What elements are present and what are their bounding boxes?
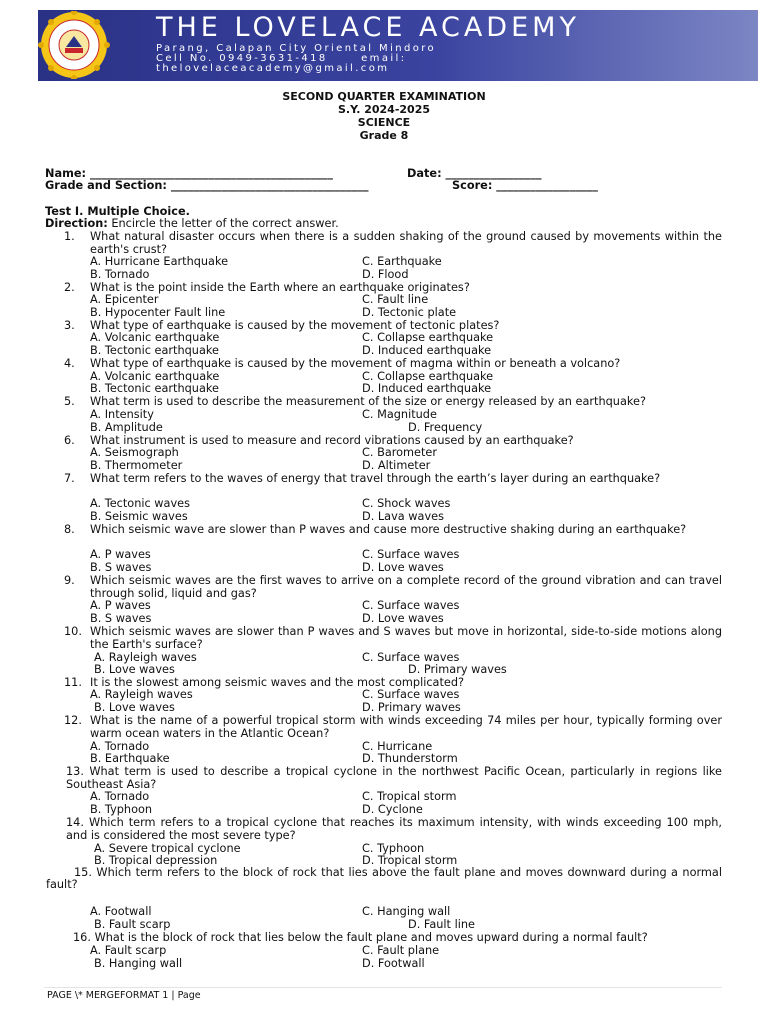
question-text	[46, 867, 722, 891]
choice-b[interactable]: B. Amplitude	[90, 421, 163, 434]
question-number: 10.	[64, 625, 82, 638]
direction	[45, 217, 339, 230]
choice-b[interactable]: B. Tectonic earthquake	[90, 382, 219, 395]
question-number: 1.	[64, 230, 75, 243]
choice-b[interactable]: B. Hanging wall	[94, 957, 183, 970]
question-text	[66, 816, 722, 842]
choice-a[interactable]: A. Rayleigh waves	[94, 651, 197, 664]
question-text: What term is used to describe the measurement of the size or energy released by an earthquake?	[90, 395, 646, 408]
choice-a[interactable]: A. Severe tropical cyclone	[94, 842, 241, 855]
question-text: What natural disaster occurs when there is a sudden shaking of the ground caused by movements within the earth's crust?	[90, 230, 722, 256]
choice-b[interactable]: B. Earthquake	[90, 752, 170, 765]
question-text-body: Which term refers to a tropical cyclone that reaches its maximum intensity, with winds exceeding 100 mph, and is considered the most severe type?	[66, 816, 722, 842]
choice-a[interactable]: A. Volcanic earthquake	[90, 370, 220, 383]
choice-b[interactable]: B. Tornado	[90, 268, 150, 281]
choice-c[interactable]: C. Collapse earthquake	[362, 331, 494, 344]
choice-a[interactable]: A. Fault scarp	[90, 944, 167, 957]
question-text: What is the name of a powerful tropical storm with winds exceeding 74 miles per hour, typically forming over warm ocean waters in the Atlantic Ocean?	[90, 714, 722, 740]
choice-c[interactable]: C. Fault line	[362, 293, 429, 306]
school-year: S.Y. 2024-2025	[337, 103, 431, 116]
choice-c[interactable]: C. Magnitude	[362, 408, 437, 421]
choice-b[interactable]: B. Love waves	[94, 701, 175, 714]
question-text: What term refers to the waves of energy that travel through the earth’s layer during an earthquake?	[90, 472, 661, 485]
question-text: What is the point inside the Earth where an earthquake originates?	[90, 281, 470, 294]
choice-c[interactable]: C. Hurricane	[362, 740, 433, 753]
choice-a[interactable]: A. Seismograph	[90, 446, 179, 459]
question-number: 13.	[66, 765, 84, 778]
choice-c[interactable]: C. Tropical storm	[362, 790, 457, 803]
question-number: 8.	[64, 523, 75, 536]
question-text-body: What is the block of rock that lies below the fault plane and moves upward during a normal fault?	[94, 931, 648, 944]
name-field[interactable]: Name: ___________________________________________	[45, 167, 333, 180]
exam-subject: SCIENCE	[357, 116, 411, 129]
choice-d[interactable]: D. Frequency	[408, 421, 483, 434]
choice-d[interactable]: D. Footwall	[362, 957, 425, 970]
choice-d[interactable]: D. Thunderstorm	[362, 752, 458, 765]
school-contact: Cell No. 0949-3631-418 email:	[156, 53, 407, 64]
question-number: 7.	[64, 472, 75, 485]
exam-title: SECOND QUARTER EXAMINATION	[282, 90, 486, 103]
choice-b[interactable]: B. Love waves	[94, 663, 175, 676]
choice-b[interactable]: B. Typhoon	[90, 803, 153, 816]
choice-a[interactable]: A. Rayleigh waves	[90, 688, 193, 701]
choice-d[interactable]: D. Induced earthquake	[362, 382, 492, 395]
grade-section-field[interactable]: Grade and Section: ___________________________________	[45, 179, 369, 192]
question-number: 3.	[64, 319, 75, 332]
choice-a[interactable]: A. Footwall	[90, 905, 152, 918]
choice-d[interactable]: D. Fault line	[408, 918, 475, 931]
school-email: thelovelaceacademy@gmail.com	[156, 63, 390, 74]
choice-b[interactable]: B. Hypocenter Fault line	[90, 306, 226, 319]
choice-c[interactable]: C. Hanging wall	[362, 905, 451, 918]
test-title: Test I. Multiple Choice.	[45, 205, 190, 218]
question-number: 16.	[73, 931, 91, 944]
choice-d[interactable]: D. Primary waves	[408, 663, 507, 676]
question-number: 2.	[64, 281, 75, 294]
choice-d[interactable]: D. Love waves	[362, 612, 444, 625]
direction-text: Encircle the letter of the correct answer.	[107, 217, 339, 230]
page-footer: PAGE \* MERGEFORMAT 1 | Page	[47, 990, 201, 1001]
choice-b[interactable]: B. S waves	[90, 612, 152, 625]
choice-c[interactable]: C. Surface waves	[362, 688, 460, 701]
choice-a[interactable]: A. Tectonic waves	[90, 497, 190, 510]
question-text: What type of earthquake is caused by the movement of tectonic plates?	[90, 319, 500, 332]
choice-a[interactable]: A. Tornado	[90, 740, 150, 753]
question-text: It is the slowest among seismic waves and the most complicated?	[90, 676, 465, 689]
choice-c[interactable]: C. Earthquake	[362, 255, 442, 268]
question-text	[66, 765, 722, 791]
question-text-body: Which term refers to the block of rock that lies above the fault plane and moves downward during a normal fault?	[46, 866, 722, 891]
school-logo	[33, 11, 115, 79]
choice-a[interactable]: A. Volcanic earthquake	[90, 331, 220, 344]
choice-c[interactable]: C. Surface waves	[362, 599, 460, 612]
choice-b[interactable]: B. Tectonic earthquake	[90, 344, 219, 357]
question-number: 15.	[74, 866, 92, 879]
choice-a[interactable]: A. P waves	[90, 548, 151, 561]
choice-b[interactable]: B. S waves	[90, 561, 152, 574]
question-text: Which seismic waves are the first waves to arrive on a complete record of the ground vibration and can travel through solid, liquid and gas?	[90, 574, 722, 600]
question-text	[73, 931, 648, 944]
school-name: THE LOVELACE ACADEMY	[156, 12, 580, 43]
choice-d[interactable]: D. Altimeter	[362, 459, 431, 472]
choice-a[interactable]: A. Intensity	[90, 408, 154, 421]
choice-d[interactable]: D. Love waves	[362, 561, 444, 574]
choice-c[interactable]: C. Collapse earthquake	[362, 370, 494, 383]
score-field[interactable]: Score: __________________	[452, 179, 598, 192]
choice-a[interactable]: A. Hurricane Earthquake	[90, 255, 229, 268]
choice-d[interactable]: D. Tropical storm	[362, 854, 458, 867]
question-number: 9.	[64, 574, 75, 587]
choice-b[interactable]: B. Tropical depression	[94, 854, 218, 867]
choice-d[interactable]: D. Flood	[362, 268, 409, 281]
question-number: 11.	[64, 676, 82, 689]
choice-c[interactable]: C. Barometer	[362, 446, 438, 459]
question-number: 12.	[64, 714, 82, 727]
school-address: Parang, Calapan City Oriental Mindoro	[156, 43, 437, 54]
question-text: What instrument is used to measure and record vibrations caused by an earthquake?	[90, 434, 574, 447]
question-text: What type of earthquake is caused by the movement of magma within or beneath a volcano?	[90, 357, 621, 370]
choice-d[interactable]: D. Lava waves	[362, 510, 444, 523]
exam-grade: Grade 8	[359, 129, 409, 142]
footer-divider	[44, 987, 722, 988]
date-field[interactable]: Date: _________________	[407, 167, 542, 180]
choice-c[interactable]: C. Fault plane	[362, 944, 440, 957]
choice-c[interactable]: C. Surface waves	[362, 548, 460, 561]
question-text: Which seismic wave are slower than P waves and cause more destructive shaking during an earthquake?	[90, 523, 687, 536]
choice-d[interactable]: D. Primary waves	[362, 701, 461, 714]
choice-d[interactable]: D. Tectonic plate	[362, 306, 457, 319]
question-text: Which seismic waves are slower than P waves and S waves but move in horizontal, side-to-side motions along the Earth's surface?	[90, 625, 722, 651]
choice-b[interactable]: B. Seismic waves	[90, 510, 188, 523]
question-number: 6.	[64, 434, 75, 447]
choice-a[interactable]: A. Tornado	[90, 790, 150, 803]
choice-d[interactable]: D. Induced earthquake	[362, 344, 492, 357]
question-text-body: What term is used to describe a tropical cyclone in the northwest Pacific Ocean, particularly in regions like Southeast Asia?	[66, 765, 722, 791]
choice-c[interactable]: C. Shock waves	[362, 497, 451, 510]
choice-c[interactable]: C. Typhoon	[362, 842, 425, 855]
choice-b[interactable]: B. Fault scarp	[94, 918, 171, 931]
question-number: 5.	[64, 395, 75, 408]
direction-label: Direction:	[45, 217, 108, 230]
choice-c[interactable]: C. Surface waves	[362, 651, 460, 664]
choice-b[interactable]: B. Thermometer	[90, 459, 183, 472]
choice-d[interactable]: D. Cyclone	[362, 803, 423, 816]
choice-a[interactable]: A. Epicenter	[90, 293, 159, 306]
choice-a[interactable]: A. P waves	[90, 599, 151, 612]
question-number: 4.	[64, 357, 75, 370]
question-number: 14.	[66, 816, 84, 829]
